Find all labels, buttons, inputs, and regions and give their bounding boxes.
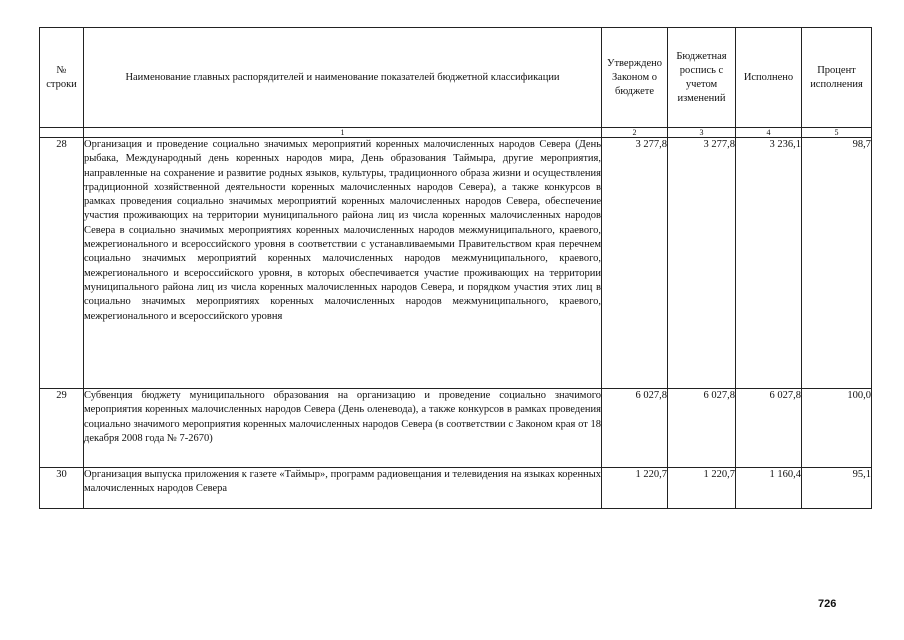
budget-execution-table	[39, 27, 872, 509]
header-name: Наименование главных распорядителей и наименование показателей бюджетной классификации	[84, 28, 602, 128]
row-approved: 6 027,8	[602, 389, 668, 468]
row-schedule: 6 027,8	[668, 389, 736, 468]
table-row	[40, 389, 872, 468]
row-number: 30	[40, 468, 84, 509]
column-number: 4	[736, 128, 802, 138]
row-schedule: 3 277,8	[668, 138, 736, 389]
row-executed: 1 160,4	[736, 468, 802, 509]
table-row	[40, 468, 872, 509]
row-name: Организация и проведение социально значимых мероприятий коренных малочисленных народов Севера (День рыбака, Международный день коренных народов мира, День образования Таймыра, другие мероприятия, направленные на сохранение и развитие родных языков, культуры, традиционного образа жизни и осуществления традиционной хозяйственной деятельности коренных малочисленных народов Севера), а также конкурсов в рамках проведения социально значимых мероприятий коренных малочисленных народов Севера, обеспечение участия проживающих на территории муниципального района лиц из числа коренных малочисленных народов Севера в социально значимых мероприятиях коренных малочисленных народов межмуниципального, краевого, межрегионального и всероссийского уровня в соответствии с устанавливаемыми Правительством края перечнем социально значимых мероприятий коренных малочисленных народов межмуниципального, краевого, межрегионального и всероссийского уровня, в которых обеспечивается участие проживающих на территории муниципального района лиц из числа коренных малочисленных народов Севера, и порядком участия этих лиц в социально значимых мероприятиях коренных малочисленных народов межмуниципального, краевого, межрегионального и всероссийского уровня	[84, 138, 602, 389]
header-schedule: Бюджетная роспись с учетом изменений	[668, 28, 736, 128]
column-number: 2	[602, 128, 668, 138]
column-number: 1	[84, 128, 602, 138]
row-name: Организация выпуска приложения к газете «Таймыр», программ радиовещания и телевидения на языках коренных малочисленных народов Севера	[84, 468, 602, 509]
page-number: 726	[818, 598, 837, 610]
header-percent: Процент исполнения	[802, 28, 872, 128]
row-name: Субвенция бюджету муниципального образования на организацию и проведение социально значимого мероприятия коренных малочисленных народов Севера (День оленевода), а также конкурсов в рамках проведения социально значимого мероприятия коренных малочисленных народов Севера (в соответствии с Законом края от 18 декабря 2008 года № 7-2670)	[84, 389, 602, 468]
column-number	[40, 128, 84, 138]
row-percent: 100,0	[802, 389, 872, 468]
row-percent: 95,1	[802, 468, 872, 509]
column-number-row	[40, 128, 872, 138]
table-row	[40, 138, 872, 389]
column-number: 3	[668, 128, 736, 138]
row-number: 28	[40, 138, 84, 389]
header-row-no: № строки	[40, 28, 84, 128]
row-executed: 6 027,8	[736, 389, 802, 468]
row-number: 29	[40, 389, 84, 468]
row-executed: 3 236,1	[736, 138, 802, 389]
header-row	[40, 28, 872, 128]
row-approved: 1 220,7	[602, 468, 668, 509]
column-number: 5	[802, 128, 872, 138]
row-percent: 98,7	[802, 138, 872, 389]
row-schedule: 1 220,7	[668, 468, 736, 509]
header-approved: Утверждено Законом о бюджете	[602, 28, 668, 128]
row-approved: 3 277,8	[602, 138, 668, 389]
header-executed: Исполнено	[736, 28, 802, 128]
